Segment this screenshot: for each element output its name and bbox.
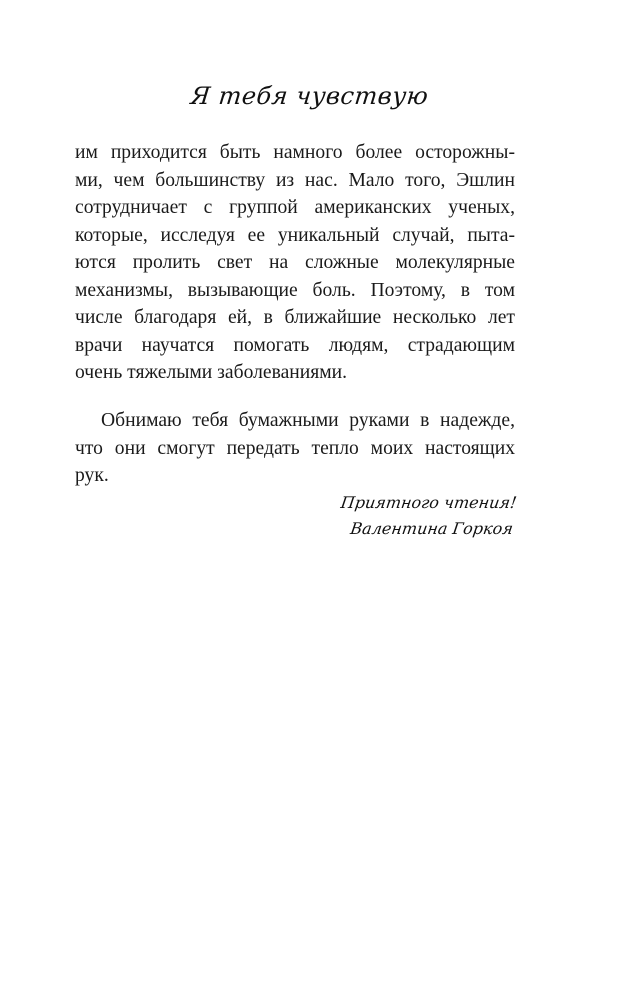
closing-signature-block [336, 490, 519, 542]
text-line: ми, чем большинству из нас. Мало того, Эшлин [75, 169, 515, 191]
text-line: сотрудничает с группой американских ученых, [75, 197, 515, 218]
running-head: Я тебя чувствую [189, 82, 430, 110]
text-line: механизмы, вызывающие боль. Поэтому, в том [75, 279, 515, 301]
text-line: им приходится быть намного более осторожны- [75, 142, 515, 163]
text-line: числе благодаря ей, в ближайшие несколько лет [75, 307, 515, 328]
text-line: Обнимаю тебя бумажными руками в надежде, [101, 410, 515, 431]
closing-greeting: Приятного чтения! [339, 493, 519, 512]
text-line: что они смогут передать тепло моих настоящих [75, 437, 515, 459]
text-line: ются пролить свет на сложные молекулярные [75, 252, 515, 273]
paragraph-1 [75, 139, 515, 387]
author-signature: Валентина Горкоя [349, 519, 515, 538]
text-line: очень тяжелыми заболеваниями. [75, 362, 348, 383]
text-line: рук. [75, 465, 109, 486]
paragraph-2 [75, 407, 515, 490]
text-line: врачи научатся помогать людям, страдающим [75, 334, 515, 356]
text-line: которые, исследуя ее уникальный случай, пыта- [75, 224, 515, 246]
